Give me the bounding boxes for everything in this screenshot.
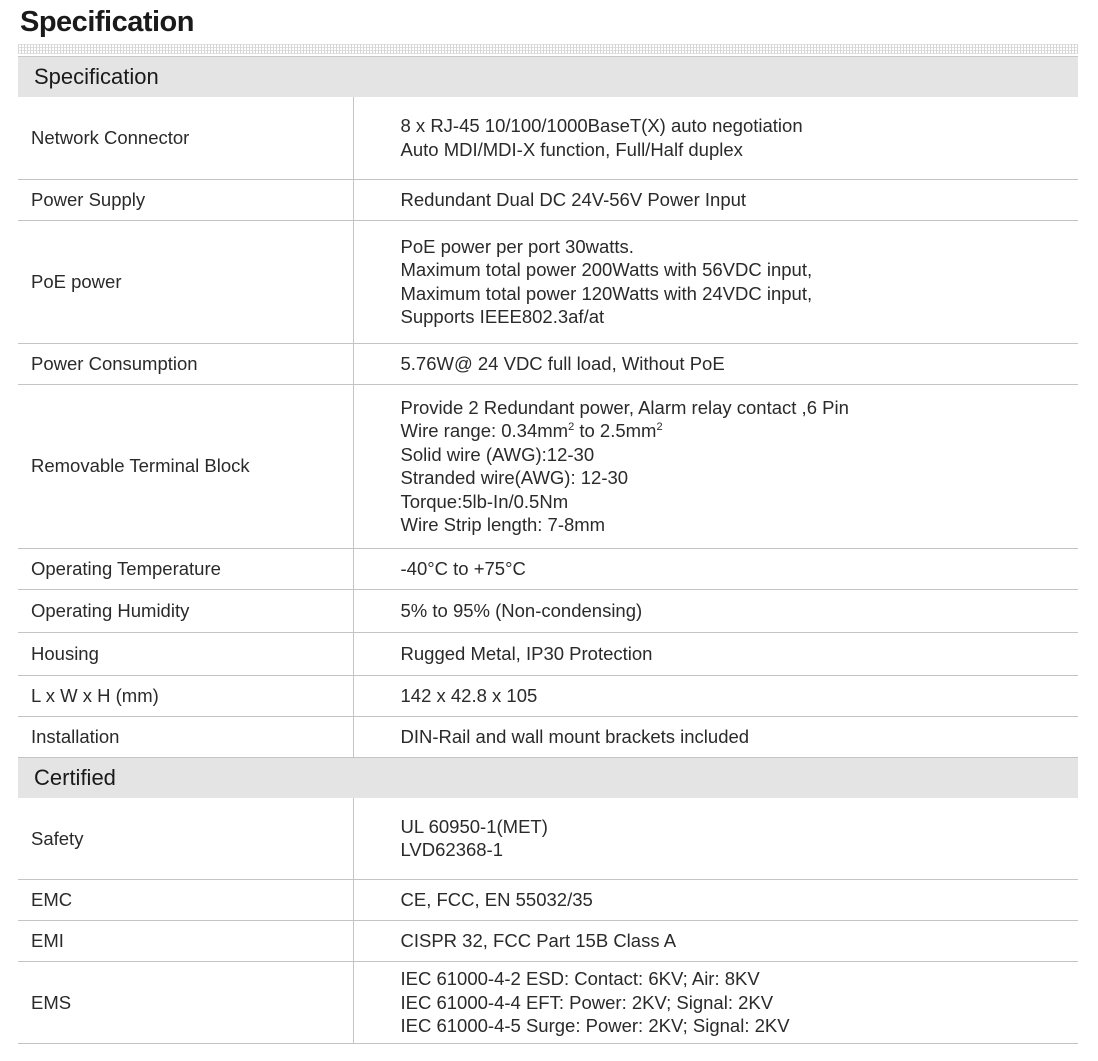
row-label: Operating Temperature <box>18 548 353 589</box>
row-value <box>353 921 1078 962</box>
value-line: 5% to 95% (Non-condensing) <box>400 599 643 621</box>
row-value <box>353 384 1078 548</box>
value-line: Torque:5lb-In/0.5Nm <box>400 490 569 512</box>
value-line: UL 60950-1(MET) <box>400 815 548 837</box>
title-divider <box>18 44 1078 54</box>
row-value <box>353 962 1078 1044</box>
value-line: 142 x 42.8 x 105 <box>400 684 538 706</box>
row-label: Installation <box>18 716 353 757</box>
row-label: EMS <box>18 962 353 1044</box>
row-label: Power Supply <box>18 179 353 220</box>
table-row <box>18 384 1078 548</box>
row-value <box>353 97 1078 179</box>
row-value <box>353 548 1078 589</box>
value-line: IEC 61000-4-2 ESD: Contact: 6KV; Air: 8KV <box>400 968 760 990</box>
value-line: Stranded wire(AWG): 12-30 <box>400 467 629 488</box>
table-row <box>18 548 1078 589</box>
value-line: PoE power per port 30watts. <box>400 235 634 257</box>
section-header <box>18 757 1078 798</box>
table-row <box>18 921 1078 962</box>
value-line: Rugged Metal, IP30 Protection <box>400 642 653 664</box>
row-value <box>353 589 1078 632</box>
table-row <box>18 632 1078 675</box>
value-line: -40°C to +75°C <box>400 557 526 579</box>
value-line: 8 x RJ-45 10/100/1000BaseT(X) auto negotiation <box>400 115 803 137</box>
table-row <box>18 962 1078 1044</box>
table-row <box>18 798 1078 880</box>
row-value <box>353 880 1078 921</box>
value-line: Maximum total power 120Watts with 24VDC input, <box>400 282 813 304</box>
row-label: EMI <box>18 921 353 962</box>
value-line: LVD62368-1 <box>400 839 504 861</box>
row-value <box>353 632 1078 675</box>
table-row <box>18 589 1078 632</box>
row-value <box>353 716 1078 757</box>
row-label: Safety <box>18 798 353 880</box>
row-value <box>353 343 1078 384</box>
row-value <box>353 675 1078 716</box>
value-line: CISPR 32, FCC Part 15B Class A <box>400 930 677 952</box>
page-title: Specification <box>20 6 194 38</box>
value-line: Wire range: $0.34mm^2$ to $2.5mm^2$ <box>400 420 663 441</box>
value-line: CE, FCC, EN 55032/35 <box>400 889 593 911</box>
table-row <box>18 220 1078 343</box>
value-line: Provide 2 Redundant power, Alarm relay contact ,6 Pin <box>400 396 849 418</box>
row-label: Housing <box>18 632 353 675</box>
table-row <box>18 179 1078 220</box>
value-line: Supports IEEE802.3af/at <box>400 306 605 327</box>
row-label: PoE power <box>18 220 353 343</box>
row-value <box>353 179 1078 220</box>
section-header <box>18 57 1078 98</box>
section-heading: Specification <box>18 57 1078 98</box>
row-label: Network Connector <box>18 97 353 179</box>
table-row <box>18 97 1078 179</box>
spec-table <box>18 56 1078 1044</box>
row-value <box>353 220 1078 343</box>
table-row <box>18 716 1078 757</box>
value-line: IEC 61000-4-5 Surge: Power: 2KV; Signal: 2KV <box>400 1015 790 1037</box>
row-label: Operating Humidity <box>18 589 353 632</box>
value-line: 5.76W@ 24 VDC full load, Without PoE <box>400 352 725 374</box>
value-line: IEC 61000-4-4 EFT: Power: 2KV; Signal: 2KV <box>400 991 774 1013</box>
table-row <box>18 675 1078 716</box>
row-label: Removable Terminal Block <box>18 384 353 548</box>
row-label: EMC <box>18 880 353 921</box>
value-line: Maximum total power 200Watts with 56VDC input, <box>400 259 813 280</box>
value-line: Auto MDI/MDI-X function, Full/Half duplex <box>400 138 743 160</box>
row-label: L x W x H (mm) <box>18 675 353 716</box>
value-line: Redundant Dual DC 24V-56V Power Input <box>400 188 747 210</box>
section-heading: Certified <box>18 757 1078 798</box>
table-row <box>18 343 1078 384</box>
table-row <box>18 880 1078 921</box>
spec-table-body <box>18 57 1078 1044</box>
value-line: Solid wire (AWG):12-30 <box>400 443 595 465</box>
row-value <box>353 798 1078 880</box>
value-line: Wire Strip length: 7-8mm <box>400 514 606 535</box>
value-line: DIN-Rail and wall mount brackets included <box>400 725 750 747</box>
row-label: Power Consumption <box>18 343 353 384</box>
